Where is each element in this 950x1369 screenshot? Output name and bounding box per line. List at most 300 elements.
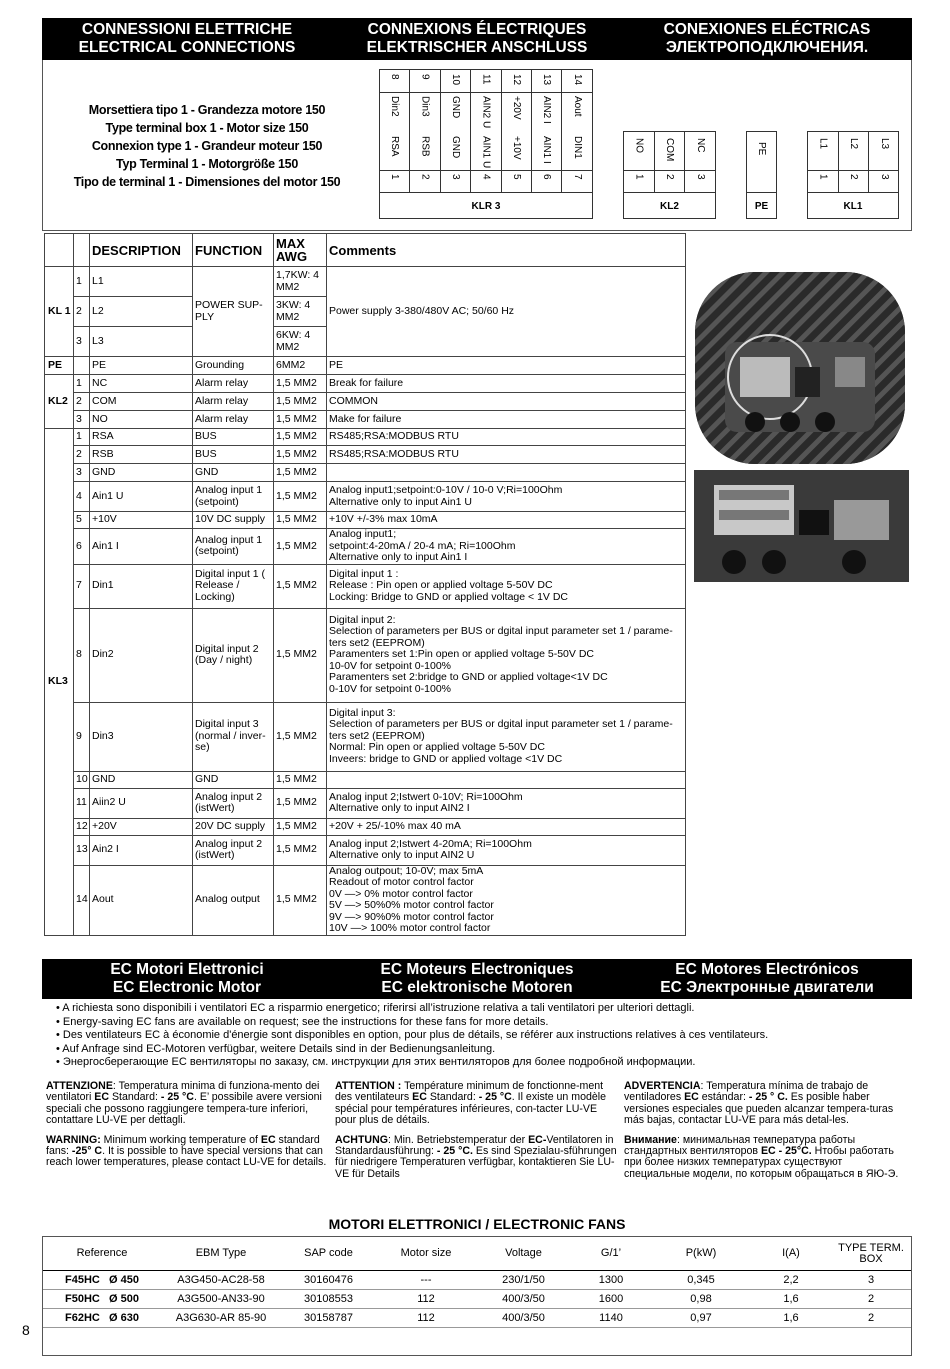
header-col-3-line1: CONEXIONES ELÉCTRICAS [663, 21, 871, 38]
cell-comment: Digital input 1 : Release : Pin open or applied voltage 5-50V DC Locking: Bridge to GND or applied voltage < 1V DC [327, 564, 686, 608]
ec-col-1-line2: EC Electronic Motor [112, 979, 262, 996]
cell-description: NO [90, 411, 193, 429]
fans-power: 0,98 [651, 1289, 751, 1308]
cell-awg: 1,5 MM2 [274, 393, 327, 411]
klr3-label: KLR 3 [380, 192, 592, 219]
cell-awg: 3KW: 4 MM2 [274, 297, 327, 327]
fans-rpm: 1300 [571, 1270, 651, 1289]
cell-comment: Break for failure [327, 375, 686, 393]
kl1-pin [808, 132, 839, 192]
fans-power: 0,97 [651, 1308, 751, 1327]
cell-comment: RS485;RSA:MODBUS RTU [327, 446, 686, 464]
kl2-terminal-box [623, 131, 716, 219]
ec-col-2 [332, 959, 622, 999]
warning-fr-text: Standard: [426, 1091, 479, 1104]
table-row [45, 529, 686, 565]
warning-ru-text: : минимальная температура работы стандартных вентиляторов [624, 1133, 856, 1158]
warning-it-text: . E’ possibile avere versioni speciali che possono raggiungere tempera-ture inferiori, contattare LU-VE per dettagli. [46, 1091, 322, 1127]
klr3-pin-lower-label: +10V [510, 136, 522, 160]
terminal-type-line: Morsettiera tipo 1 - Grandezza motore 150 [88, 103, 326, 117]
cell-function: Analog output [193, 865, 274, 935]
fans-power: 0,345 [651, 1270, 751, 1289]
cell-comment [327, 771, 686, 788]
klr3-pin-number: 11 [480, 74, 492, 85]
warning-en-bold: EC [260, 1133, 276, 1146]
fans-voltage: 230/1/50 [476, 1270, 571, 1289]
table-row [43, 1289, 911, 1308]
group-kl1: KL 1 [45, 267, 74, 357]
kl2-divider [624, 170, 715, 171]
klr3-pin-index: 5 [510, 174, 522, 180]
fans-header-cell: Reference [43, 1238, 161, 1270]
warning-de-heading: ACHTUNG [335, 1133, 388, 1146]
cell-awg: 1,5 MM2 [274, 512, 327, 529]
klr3-pin-number: 12 [510, 74, 522, 86]
header-col-1-line2: ELECTRICAL CONNECTIONS [78, 39, 296, 56]
connection-table [44, 233, 686, 936]
warning-ru-text: обращаться в ЯЮ-Э. [794, 1167, 899, 1180]
warning-ru [624, 1135, 909, 1181]
cell-description: Aout [90, 865, 193, 935]
pe-terminal-box [746, 131, 777, 219]
kl1-pin [869, 132, 900, 192]
fans-motor-size: --- [376, 1270, 476, 1289]
cell-awg: 1,5 MM2 [274, 375, 327, 393]
warning-fr-text: . Il existe un modèle spécial pour températures inférieures, con-tacter LU-VE pour plus de détails. [335, 1091, 607, 1127]
fans-ref-diameter: Ø 450 [109, 1273, 139, 1286]
cell-function: Analog input 1 (setpoint) [193, 529, 274, 565]
fans-terminal-box: 2 [831, 1289, 911, 1308]
fans-voltage: 400/3/50 [476, 1308, 571, 1327]
header-band [42, 18, 912, 60]
cell-description: +20V [90, 818, 193, 835]
klr3-pin-index: 1 [389, 174, 401, 180]
cell-function: GND [193, 771, 274, 788]
terminal-type-line: Typ Terminal 1 - Motorgröße 150 [116, 157, 298, 171]
cell-awg: 1,5 MM2 [274, 702, 327, 771]
table-row [45, 512, 686, 529]
cell-description: Din1 [90, 564, 193, 608]
warning-it-heading: ATTENZIONE [46, 1080, 113, 1092]
terminal-photo-closeup-drawing [694, 470, 909, 582]
warning-ru-bold: EC - 25°C. [760, 1145, 812, 1158]
header-awg-line2: AWG [276, 249, 308, 264]
header-col-2-line2: ELEKTRISCHER ANSCHLUSS [366, 39, 588, 56]
header-col-3 [622, 18, 912, 60]
table-row [45, 267, 686, 297]
klr3-pin [410, 70, 440, 192]
warning-en [46, 1135, 331, 1169]
cell-num: 10 [74, 771, 90, 788]
list-item: • Energy-saving EC fans are available on request; see the instructions for these fans for more details. [56, 1015, 549, 1028]
cell-awg: 1,5 MM2 [274, 835, 327, 865]
warning-es [624, 1081, 909, 1127]
fans-sap-code: 30160476 [281, 1270, 376, 1289]
klr3-pin [562, 70, 592, 192]
klr3-pin [471, 70, 501, 192]
terminal-type-line: Tipo de terminal 1 - Dimensiones del motor 150 [73, 175, 341, 189]
list-item: • Энергосберегающие EC вентиляторы по заказу, см. инструкции для этих вентиляторов для более подробной информации. [56, 1056, 696, 1069]
ec-col-3-line2: EC Электронные двигатели [660, 979, 874, 996]
cell-description: PE [90, 357, 193, 375]
ec-col-1-line1: EC Motori Elettronici [110, 961, 264, 978]
terminal-type-line: Connexion type 1 - Grandeur moteur 150 [91, 139, 323, 153]
fans-ref-diameter: Ø 630 [109, 1311, 139, 1324]
warning-es-text: Es posible haber versiones especiales que pueden alcanzar tempera-turas más bajas, contactar LU-VE para más detal-les. [624, 1091, 894, 1127]
klr3-pin-number: 13 [541, 74, 553, 86]
list-item: • Auf Anfrage sind EC-Motoren verfügbar, weitere Details sind in der Bedienungsanleitung. [56, 1042, 496, 1055]
fans-header-cell: I(A) [751, 1238, 831, 1270]
kl1-pin [839, 132, 870, 192]
cell-description: Ain2 I [90, 835, 193, 865]
klr3-pin-upper-label: Din3 [419, 96, 431, 117]
cell-comment: +10V +/-3% max 10mA [327, 512, 686, 529]
table-row [45, 818, 686, 835]
kl2-pin [624, 132, 655, 192]
klr3-pin-number: 9 [419, 74, 431, 80]
header-col-2 [332, 18, 622, 60]
cell-function: Alarm relay [193, 393, 274, 411]
table-row [45, 375, 686, 393]
kl1-divider [808, 170, 898, 171]
fans-rpm: 1140 [571, 1308, 651, 1327]
fans-header-cell: EBM Type [161, 1238, 281, 1270]
kl1-terminal-box [807, 131, 899, 219]
klr3-pin [380, 70, 410, 192]
warning-col-2 [335, 1081, 620, 1188]
table-row [43, 1270, 911, 1289]
group-pe: PE [45, 357, 74, 375]
fans-motor-size: 112 [376, 1308, 476, 1327]
cell-num: 6 [74, 529, 90, 565]
fans-current: 1,6 [751, 1289, 831, 1308]
cell-function: Digital input 1 ( Release / Locking) [193, 564, 274, 608]
klr3-pin-upper-label: AIN2 I [541, 96, 553, 124]
warning-it-bold: EC [94, 1091, 110, 1104]
cell-num: 1 [74, 267, 90, 297]
warning-fr-bold: EC [412, 1091, 427, 1104]
fans-header-cell: P(kW) [651, 1238, 751, 1270]
klr3-pin-lower-label: RSB [419, 136, 431, 157]
header-col-3-line2: ЭЛЕКТРОПОДКЛЮЧЕНИЯ. [665, 39, 869, 56]
warning-it [46, 1081, 331, 1127]
cell-awg: 1,5 MM2 [274, 818, 327, 835]
cell-comment: Analog input 2;Istwert 0-10V; Ri=100Ohm Alternative only to input AIN2 I [327, 788, 686, 818]
cell-awg: 1,5 MM2 [274, 564, 327, 608]
cell-awg: 1,5 MM2 [274, 411, 327, 429]
cell-awg: 1,5 MM2 [274, 482, 327, 512]
cell-function: Analog input 1 (setpoint) [193, 482, 274, 512]
cell-function: Analog input 2 (istWert) [193, 788, 274, 818]
warning-en-heading: WARNING: [46, 1133, 101, 1146]
warning-es-text: : Temperatura mínima de trabajo de ventiladores [624, 1080, 869, 1104]
cell-num: 1 [74, 429, 90, 446]
header-awg [274, 234, 327, 267]
klr3-terminal-box [379, 69, 593, 219]
fans-header-cell: G/1’ [571, 1238, 651, 1270]
cell-num: 9 [74, 702, 90, 771]
fans-reference [43, 1270, 161, 1289]
cell-comment [327, 464, 686, 482]
fans-terminal-box: 3 [831, 1270, 911, 1289]
warning-de-bold: - 25 °C. [436, 1145, 473, 1158]
cell-function: BUS [193, 446, 274, 464]
ec-col-3-line1: EC Motores Electrónicos [675, 961, 859, 978]
kl1-pin-index: 2 [847, 174, 859, 180]
warning-de-text: : Min. Betriebstemperatur der [387, 1133, 529, 1146]
cell-num: 14 [74, 865, 90, 935]
klr3-pin-lower-label: DIN1 [572, 136, 584, 159]
cell-num: 4 [74, 482, 90, 512]
kl1-pin-index: 3 [878, 174, 890, 180]
cell-comment: Analog input1; setpoint:4-20mA / 20-4 mA; Ri=100Ohm Alternative only to input Ain1 I [327, 529, 686, 565]
fans-ebm-type: A3G500-AN33-90 [161, 1289, 281, 1308]
klr3-pin-number: 10 [449, 74, 461, 86]
klr3-pin-lower-label: RSA [389, 136, 401, 157]
cell-awg: 1,5 MM2 [274, 788, 327, 818]
terminal-photo-closeup [694, 470, 909, 582]
ec-col-1 [42, 959, 332, 999]
cell-awg: 1,5 MM2 [274, 464, 327, 482]
table-row [45, 702, 686, 771]
header-awg-line1: MAX [276, 236, 305, 251]
warning-fr-heading: ATTENTION : [335, 1080, 402, 1092]
header-description: DESCRIPTION [90, 234, 193, 267]
cell-comment: +20V + 25/-10% max 40 mA [327, 818, 686, 835]
cell-num: 11 [74, 788, 90, 818]
table-row [45, 771, 686, 788]
cell-description: +10V [90, 512, 193, 529]
table-row [45, 393, 686, 411]
cell-function: 10V DC supply [193, 512, 274, 529]
fans-current: 1,6 [751, 1308, 831, 1327]
fans-terminal-box: 2 [831, 1308, 911, 1327]
cell-awg: 1,5 MM2 [274, 771, 327, 788]
header-col-1 [42, 18, 332, 60]
kl1-pin-label: L1 [817, 138, 829, 150]
cell-comment: Digital input 2: Selection of parameters per BUS or dgital input parameter set 1 / parame- ters set2 (EEPROM) Paramenters set 1:Pin open or applied voltage 5-50V DC 10-0V for setpoint 0-100% Paramenters set 2:bridge to GND or applied voltage<1V DC 0-10V for setpoint 0-100% [327, 608, 686, 702]
klr3-divider [380, 92, 592, 93]
fans-rpm: 1600 [571, 1289, 651, 1308]
cell-comment: Make for failure [327, 411, 686, 429]
warning-es-bold: EC [684, 1091, 699, 1104]
kl2-pin-label: COM [663, 138, 675, 162]
fans-table [43, 1238, 911, 1328]
pe-label: PE [747, 192, 776, 219]
cell-description: RSB [90, 446, 193, 464]
kl2-pin-label: NO [633, 138, 645, 153]
warning-col-1 [46, 1081, 331, 1177]
fans-sap-code: 30158787 [281, 1308, 376, 1327]
klr3-pin [502, 70, 532, 192]
cell-description: Aiin2 U [90, 788, 193, 818]
cell-description: Ain1 U [90, 482, 193, 512]
cell-awg: 6KW: 4 MM2 [274, 327, 327, 357]
cell-comment: Power supply 3-380/480V AC; 50/60 Hz [327, 267, 686, 357]
ec-motor-band [42, 959, 912, 999]
cell-num: 7 [74, 564, 90, 608]
warning-de [335, 1135, 620, 1181]
table-row [45, 564, 686, 608]
fans-header-cell: Voltage [476, 1238, 571, 1270]
warning-fr-bold: - 25 °C [478, 1091, 512, 1104]
cell-num: 12 [74, 818, 90, 835]
motor-photo-top-drawing [695, 272, 905, 464]
cell-num: 3 [74, 327, 90, 357]
fans-header-cell: TYPE TERM. BOX [831, 1238, 911, 1270]
cell-function: 20V DC supply [193, 818, 274, 835]
cell-awg: 1,5 MM2 [274, 446, 327, 464]
cell-awg: 1,5 MM2 [274, 865, 327, 935]
klr3-divider [380, 170, 592, 171]
cell-comment: RS485;RSA:MODBUS RTU [327, 429, 686, 446]
cell-function: POWER SUP-PLY [193, 267, 274, 357]
warning-it-text: Standard: [109, 1091, 161, 1104]
kl1-pin-index: 1 [817, 174, 829, 180]
cell-num: 3 [74, 464, 90, 482]
warning-col-3 [624, 1081, 909, 1188]
kl1-pin-label: L2 [847, 138, 859, 150]
cell-description: L3 [90, 327, 193, 357]
cell-function: GND [193, 464, 274, 482]
cell-function: Grounding [193, 357, 274, 375]
cell-num: 5 [74, 512, 90, 529]
klr3-pin-index: 4 [480, 174, 492, 180]
fans-ref-code: F45HC [65, 1273, 100, 1286]
cell-num [74, 357, 90, 375]
cell-description: Din3 [90, 702, 193, 771]
cell-description: RSA [90, 429, 193, 446]
kl2-pin [655, 132, 686, 192]
table-row [45, 429, 686, 446]
ec-notes-list [56, 1002, 906, 1070]
klr3-pin-number: 8 [389, 74, 401, 80]
cell-num: 2 [74, 297, 90, 327]
cell-function: BUS [193, 429, 274, 446]
klr3-pin-index: 2 [419, 174, 431, 180]
ec-col-3 [622, 959, 912, 999]
cell-num: 2 [74, 393, 90, 411]
cell-comment: Analog input1;setpoint:0-10V / 10-0 V;Ri=100Ohm Alternative only to input Ain1 U [327, 482, 686, 512]
cell-awg: 1,5 MM2 [274, 429, 327, 446]
ec-col-2-line1: EC Moteurs Electroniques [380, 961, 574, 978]
table-header-row [45, 234, 686, 267]
cell-comment: Digital input 3: Selection of parameters per BUS or dgital input parameter set 1 / parame- ters set2 (EEPROM) Normal: Pin open or applied voltage 5-50V DC Inveers: bridge to GND or applied voltage <1V DC [327, 702, 686, 771]
group-kl2: KL2 [45, 375, 74, 429]
cell-num: 8 [74, 608, 90, 702]
fans-sap-code: 30108553 [281, 1289, 376, 1308]
fans-motor-size: 112 [376, 1289, 476, 1308]
warning-ru-heading: Внимание [624, 1133, 677, 1146]
table-row [45, 865, 686, 935]
cell-comment: Analog outpout; 10-0V; max 5mA Readout of motor control factor 0V —> 0% motor control factor 5V —> 50%0% motor control factor 9V —> 90%0% motor control factor 10V —> 100% motor control factor [327, 865, 686, 935]
table-row [43, 1308, 911, 1327]
warning-ru-text: Нтобы работать при более низких температурах существуют специальные модели, по которым [624, 1145, 894, 1180]
fans-table-title: MOTORI ELETTRONICI / ELECTRONIC FANS [328, 1216, 626, 1232]
warning-fr-text: Température minimum de fonctionne-ment des ventilateurs [335, 1080, 604, 1104]
kl1-label: KL1 [808, 192, 898, 219]
cell-function: Digital input 3 (normal / inver-se) [193, 702, 274, 771]
cell-comment: COMMON [327, 393, 686, 411]
cell-function: Alarm relay [193, 375, 274, 393]
cell-comment: PE [327, 357, 686, 375]
cell-awg: 1,5 MM2 [274, 529, 327, 565]
klr3-pin-lower-label: AIN1 I [541, 136, 553, 164]
cell-description: L1 [90, 267, 193, 297]
header-col-2-line1: CONNEXIONS ÉLECTRIQUES [367, 21, 587, 38]
klr3-pin-index: 6 [541, 174, 553, 180]
table-row [45, 446, 686, 464]
table-row [45, 464, 686, 482]
fans-header-row [43, 1238, 911, 1270]
cell-description: GND [90, 771, 193, 788]
fans-ref-code: F50HC [65, 1292, 100, 1305]
ec-col-2-line2: EC elektronische Motoren [381, 979, 573, 996]
warning-fr [335, 1081, 620, 1127]
warning-es-heading: ADVERTENCIA [624, 1080, 701, 1092]
klr3-pin [441, 70, 471, 192]
klr3-pin-number: 14 [572, 74, 584, 86]
warning-es-text: estándar: [698, 1091, 749, 1104]
cell-comment: Analog input 2;Istwert 4-20mA; Ri=100Ohm Alternative only to input AIN2 U [327, 835, 686, 865]
cell-description: NC [90, 375, 193, 393]
cell-description: GND [90, 464, 193, 482]
warning-en-bold: -25° C [71, 1145, 103, 1158]
table-row [45, 788, 686, 818]
header-blank [45, 234, 74, 267]
table-row [45, 835, 686, 865]
kl2-label: KL2 [624, 192, 715, 219]
list-item: • Des ventilateurs EC à économie d'énergie sont disponibles en option, pour plus de détails, se référer aux instructions relatives à ces ventilateurs. [56, 1029, 769, 1042]
klr3-pin-index: 7 [572, 174, 584, 180]
fans-reference [43, 1308, 161, 1327]
kl2-pin-index: 2 [663, 174, 675, 180]
terminal-type-line: Type terminal box 1 - Motor size 150 [105, 121, 309, 135]
klr3-pin-lower-label: GND [449, 136, 461, 159]
kl2-pin-index: 3 [694, 174, 706, 180]
klr3-pin-index: 3 [449, 174, 461, 180]
cell-description: L2 [90, 297, 193, 327]
cell-num: 3 [74, 411, 90, 429]
pe-pin-label: PE [756, 142, 767, 156]
kl2-pin-index: 1 [633, 174, 645, 180]
fans-reference [43, 1289, 161, 1308]
cell-function: Analog input 2 (istWert) [193, 835, 274, 865]
fans-ebm-type: A3G630-AR 85-90 [161, 1308, 281, 1327]
klr3-pin-upper-label: Aout [572, 96, 584, 117]
klr3-pin-upper-label: AIN2 U [480, 96, 492, 129]
header-comments: Comments [327, 234, 686, 267]
cell-description: COM [90, 393, 193, 411]
cell-num: 13 [74, 835, 90, 865]
motor-photo-top [695, 272, 905, 464]
page-number: 8 [22, 1322, 30, 1338]
warning-de-text: Ventilatoren in Standardausführung: [335, 1133, 614, 1158]
warning-it-bold: - 25 °C [160, 1091, 194, 1104]
klr3-pin-upper-label: GND [449, 96, 461, 119]
group-kl3: KL3 [45, 429, 74, 936]
header-col-1-line1: CONNESSIONI ELETTRICHE [81, 21, 293, 38]
warning-en-text: . It is possible to have special versions that can reach lower temperatures, please contact LU-VE for details. [46, 1145, 327, 1169]
table-row [45, 411, 686, 429]
kl2-pin [685, 132, 716, 192]
klr3-pin-upper-label: Din2 [389, 96, 401, 117]
klr3-pin-lower-label: AIN1 U [480, 136, 492, 169]
cell-awg: 6MM2 [274, 357, 327, 375]
fans-voltage: 400/3/50 [476, 1289, 571, 1308]
table-row [45, 608, 686, 702]
klr3-pin-upper-label: +20V [510, 96, 522, 120]
